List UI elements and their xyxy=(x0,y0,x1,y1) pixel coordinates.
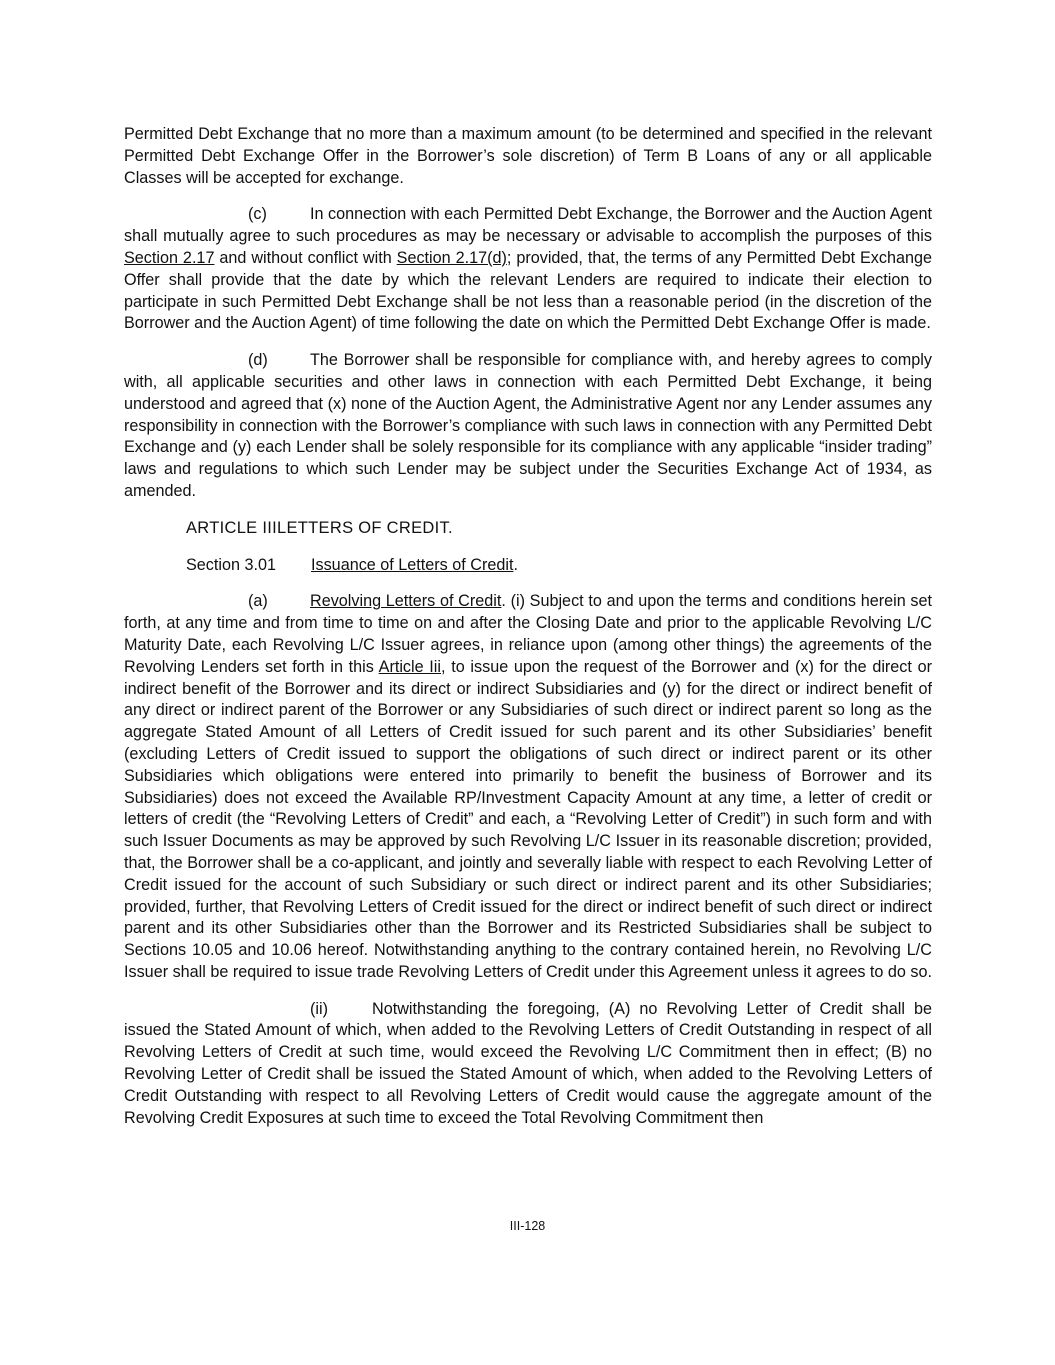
section-title-end: . xyxy=(513,555,518,574)
page-number: III-128 xyxy=(509,1219,546,1233)
paragraph-text: Permitted Debt Exchange that no more than a maximum amount (to be determined and specified in the relevant Permitted Debt Exchange Offer in the Borrower’s sole discretion) of Term B Loans of any or all applicable Classes will be accepted for exchange. xyxy=(124,125,932,187)
paragraph-text: In connection with each Permitted Debt Exchange, the Borrower and the Auction Agent shall mutually agree to such procedures as may be necessary or advisable to accomplish the purposes of this xyxy=(124,205,932,246)
article-iii-link[interactable]: Article Iii xyxy=(378,657,442,676)
clause-number: (a) xyxy=(248,592,268,611)
paragraph-text: The Borrower shall be responsible for compliance with, and hereby agrees to comply with, all applicable securities and other laws in connection with each Permitted Debt Exchange, it being understood and agreed that (x) none of the Auction Agent, the Administrative Agent nor any Lender assumes any responsibility in connection with the Borrower’s compliance with such laws in connection with any Permitted Debt Exchange and (y) each Lender shall be solely responsible for its compliance with any applicable “insider trading” laws and regulations to which such Lender may be subject under the Securities Exchange Act of 1934, as amended. xyxy=(124,351,932,500)
clause-title: Revolving Letters of Credit xyxy=(310,592,502,611)
paragraph-text: , to issue upon the request of the Borrower and (x) for the direct or indirect benefit of the Borrower and its direct or indirect Subsidiaries and (y) for the direct or indirect benefit of any direct or indirect parent of the Borrower or any Subsidiaries of such direct or indirect parent so long as the aggregate Stated Amount of all Letters of Credit issued for such parent and its other Subsidiaries’ benefit (excluding Letters of Credit issued to support the obligations of such direct or indirect parent or its other Subsidiaries which obligations were entered into primarily to benefit the business of Borrower and its Subsidiaries) does not exceed the Available RP/Investment Capacity Amount at any time, a letter of credit or letters of credit (the “Revolving Letters of Credit” and each, a “Revolving Letter of Credit”) in such form and with such Issuer Documents as may be approved by such Revolving L/C Issuer in its reasonable discretion; provided, that, the Borrower shall be a co-applicant, and jointly and severally liable with respect to each Revolving Letter of Credit issued for the account of such Subsidiary or such direct or indirect parent and its other Subsidiaries; provided, further, that Revolving Letters of Credit issued for the direct or indirect benefit of such direct or indirect parent and its other Subsidiaries other than the Borrower and its Restricted Subsidiaries shall be subject to Sections 10.05 and 10.06 hereof. Notwithstanding anything to the contrary contained herein, no Revolving L/C Issuer shall be required to issue trade Revolving Letters of Credit under this Agreement unless it agrees to do so. xyxy=(124,657,933,981)
section-number: Section 3.01 xyxy=(186,555,276,574)
section-2-17-d-link[interactable]: Section 2.17(d) xyxy=(396,248,507,267)
paragraph-text: . (i) Subject to and upon the terms and conditions herein set forth, at any time and from time to time on and after the Closing Date and prior to the applicable Revolving L/C Maturity Date, each Revolving L/C Issuer agrees, in reliance upon (among other things) the agreements of the Revolving Lenders set forth in this xyxy=(124,592,932,676)
paragraph-intro xyxy=(124,124,932,189)
clause-number: (c) xyxy=(248,205,267,224)
section-heading xyxy=(186,555,932,577)
paragraph-d xyxy=(124,350,932,503)
paragraph-a xyxy=(124,591,932,983)
article-heading: ARTICLE IIILETTERS OF CREDIT. xyxy=(186,518,453,537)
paragraph-c xyxy=(124,204,932,335)
document-page xyxy=(124,124,932,1144)
section-title: Issuance of Letters of Credit xyxy=(311,555,514,574)
paragraph-text: and without conflict with xyxy=(214,248,397,267)
clause-number: (d) xyxy=(248,351,268,370)
section-2-17-link[interactable]: Section 2.17 xyxy=(124,248,215,267)
paragraph-text: Notwithstanding the foregoing, (A) no Revolving Letter of Credit shall be issued the Stated Amount of which, when added to the Revolving Letters of Credit Outstanding in respect of all Revolving Letters of Credit at such time, would exceed the Revolving L/C Commitment then in effect; (B) no Revolving Letter of Credit shall be issued the Stated Amount of which, when added to the Revolving Letters of Credit Outstanding with respect to all Revolving Letters of Credit would cause the aggregate amount of the Revolving Credit Exposures at such time to exceed the Total Revolving Commitment then xyxy=(124,999,932,1127)
paragraph-ii xyxy=(124,999,932,1130)
paragraph-text: ; provided, that, the terms of any Permitted Debt Exchange Offer shall provide that the date by which the relevant Lenders are required to indicate their election to participate in such Permitted Debt Exchange shall be not less than a reasonable period (in the discretion of the Borrower and the Auction Agent) of time following the date on which the Permitted Debt Exchange Offer is made. xyxy=(124,248,933,333)
clause-number: (ii) xyxy=(310,999,328,1018)
